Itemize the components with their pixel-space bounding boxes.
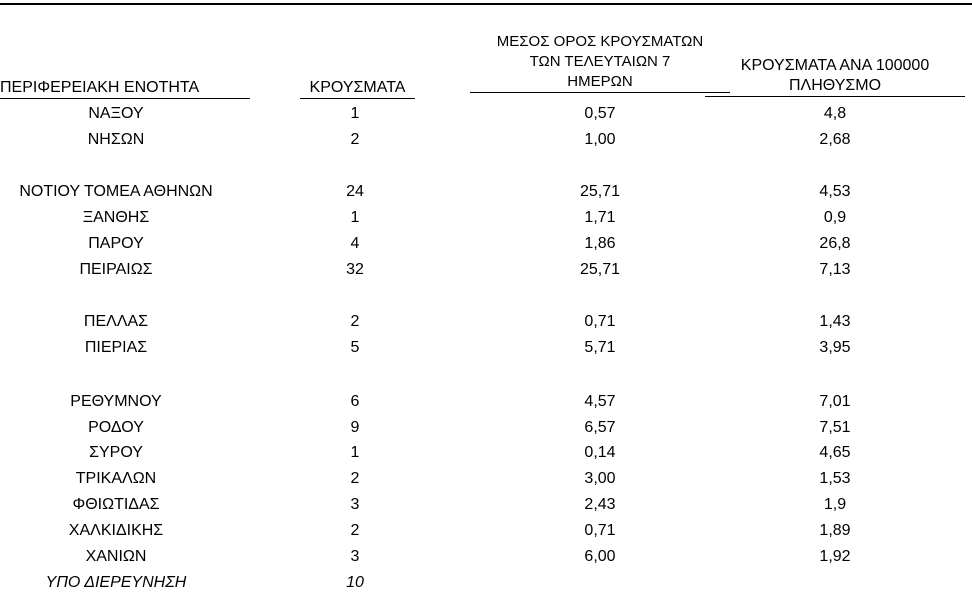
avg-cell: 25,71 [579, 183, 621, 200]
table-row [0, 179, 972, 205]
header-region-label: ΠΕΡΙΦΕΡΕΙΑΚΗ ΕΝΟΤΗΤΑ [0, 79, 200, 96]
region-cell: ΤΡΙΚΑΛΩΝ [75, 470, 157, 487]
header-avg-line1: ΜΕΣΟΣ ΟΡΟΣ ΚΡΟΥΣΜΑΤΩΝ [496, 33, 704, 50]
per-cell: 1,53 [819, 470, 851, 487]
header-cases [300, 78, 415, 99]
region-cell: ΠΑΡΟΥ [88, 235, 144, 252]
table-row [0, 466, 972, 492]
avg-cell: 0,14 [584, 444, 616, 461]
cases-cell: 2 [350, 470, 360, 487]
cases-cell: 9 [350, 419, 360, 436]
avg-cell: 4,57 [584, 393, 616, 410]
header-cases-label: ΚΡΟΥΣΜΑΤΑ [309, 79, 406, 96]
cases-cell: 3 [350, 548, 360, 565]
per-cell: 7,01 [819, 393, 851, 410]
table-row [0, 257, 972, 283]
per-cell: 26,8 [819, 235, 851, 252]
cases-cell: 1 [350, 105, 360, 122]
region-cell: ΝΑΞΟΥ [88, 105, 144, 122]
per-cell: 7,13 [819, 261, 851, 278]
region-cell: ΧΑΛΚΙΔΙΚΗΣ [68, 522, 164, 539]
table-row [0, 415, 972, 441]
header-per-100000 [705, 56, 965, 97]
cases-cell: 10 [346, 574, 364, 591]
footer-row-under-investigation [0, 570, 972, 596]
per-cell: 4,53 [819, 183, 851, 200]
top-border [0, 3, 972, 5]
header-avg-line3: ΗΜΕΡΩΝ [567, 73, 633, 90]
avg-cell: 1,00 [584, 131, 616, 148]
avg-cell: 25,71 [579, 261, 621, 278]
table-row [0, 127, 972, 153]
avg-cell: 0,57 [584, 105, 616, 122]
cases-cell: 2 [350, 522, 360, 539]
region-cell: ΝΟΤΙΟΥ ΤΟΜΕΑ ΑΘΗΝΩΝ [19, 183, 213, 200]
avg-cell: 5,71 [584, 339, 616, 356]
header-avg [470, 32, 730, 93]
per-cell: 1,92 [819, 548, 851, 565]
avg-cell: 6,57 [584, 419, 616, 436]
table-row [0, 335, 972, 361]
region-cell: ΠΙΕΡΙΑΣ [84, 339, 148, 356]
cases-cell: 2 [350, 313, 360, 330]
per-cell: 4,65 [819, 444, 851, 461]
avg-cell: 6,00 [584, 548, 616, 565]
per-cell: 4,8 [823, 105, 847, 122]
cases-cell: 6 [350, 393, 360, 410]
region-cell: ΣΥΡΟΥ [89, 444, 143, 461]
per-cell: 7,51 [819, 419, 851, 436]
region-cell: ΥΠΟ ΔΙΕΡΕΥΝΗΣΗ [45, 574, 187, 591]
per-cell: 1,9 [823, 496, 847, 513]
cases-cell: 1 [350, 444, 360, 461]
cases-cell: 24 [346, 183, 364, 200]
region-cell: ΝΗΣΩΝ [87, 131, 145, 148]
avg-cell: 1,71 [584, 209, 616, 226]
table-row [0, 518, 972, 544]
avg-cell: 1,86 [584, 235, 616, 252]
avg-cell: 0,71 [584, 522, 616, 539]
avg-cell: 3,00 [584, 470, 616, 487]
table-row [0, 492, 972, 518]
per-cell: 1,89 [819, 522, 851, 539]
region-cell: ΡΕΘΥΜΝΟΥ [70, 393, 162, 410]
cases-cell: 32 [346, 261, 364, 278]
per-cell: 2,68 [819, 131, 851, 148]
cases-cell: 5 [350, 339, 360, 356]
region-cell: ΧΑΝΙΩΝ [85, 548, 147, 565]
region-cell: ΞΑΝΘΗΣ [82, 209, 150, 226]
table-row [0, 309, 972, 335]
per-cell: 0,9 [823, 209, 847, 226]
table-row [0, 231, 972, 257]
per-cell: 1,43 [819, 313, 851, 330]
per-cell: 3,95 [819, 339, 851, 356]
region-cell: ΠΕΙΡΑΙΩΣ [79, 261, 153, 278]
cases-cell: 3 [350, 496, 360, 513]
header-per-line1: ΚΡΟΥΣΜΑΤΑ ΑΝΑ 100000 [740, 57, 930, 74]
header-per-line2: ΠΛΗΘΥΣΜΟ [788, 77, 882, 94]
region-cell: ΡΟΔΟΥ [88, 419, 144, 436]
table-row [0, 440, 972, 466]
table-row [0, 101, 972, 127]
header-avg-line2: ΤΩΝ ΤΕΛΕΥΤΑΙΩΝ 7 [529, 53, 671, 70]
header-region [0, 78, 250, 99]
avg-cell: 2,43 [584, 496, 616, 513]
cases-cell: 2 [350, 131, 360, 148]
table-row [0, 205, 972, 231]
table-row [0, 389, 972, 415]
cases-cell: 1 [350, 209, 360, 226]
region-cell: ΦΘΙΩΤΙΔΑΣ [72, 496, 160, 513]
table-row [0, 544, 972, 570]
region-cell: ΠΕΛΛΑΣ [83, 313, 149, 330]
cases-cell: 4 [350, 235, 360, 252]
avg-cell: 0,71 [584, 313, 616, 330]
